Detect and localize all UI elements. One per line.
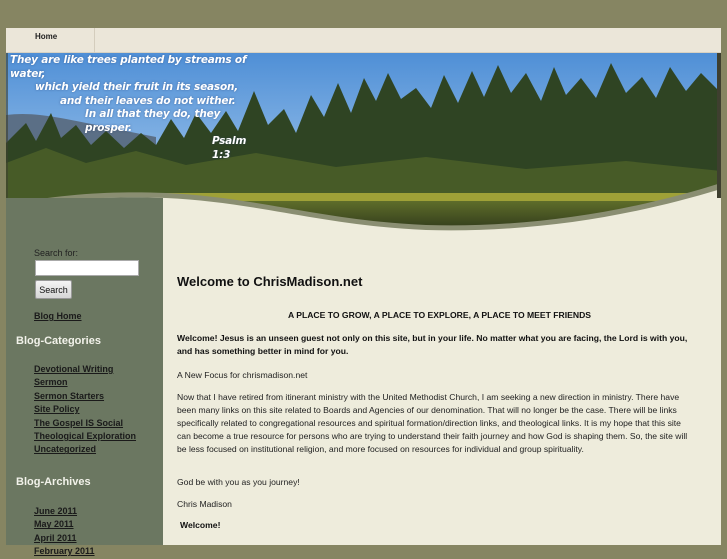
- search-button[interactable]: Search: [35, 280, 72, 299]
- category-link-sermon[interactable]: Sermon: [34, 377, 68, 388]
- category-link-sermon-starters[interactable]: Sermon Starters: [34, 390, 105, 401]
- search-label: Search for:: [34, 248, 79, 258]
- archive-link-june-2011[interactable]: June 2011: [34, 506, 78, 516]
- page-title: Welcome to ChrisMadison.net: [177, 274, 363, 289]
- tagline: A PLACE TO GROW, A PLACE TO EXPLORE, A PLACE TO MEET FRIENDS: [287, 310, 592, 320]
- nav-item-home[interactable]: Home: [6, 28, 95, 53]
- archives-list: [34, 501, 95, 555]
- category-link-site-policy[interactable]: Site Policy: [34, 404, 80, 415]
- focus-heading: A New Focus for chrismadison.net: [177, 370, 308, 380]
- closing-welcome: Welcome!: [180, 520, 221, 530]
- page-container: [6, 28, 721, 557]
- body-paragraph: Now that I have retired from itinerant ministry with the United Methodist Church, I am seeking a new direction in ministry. There have been many links on this site related to Boards and Agencies of our denomination. That will no longer be the case. There will be links specifically related to congregational resources and spiritual formation/direction links, and theological links. It is my hope that this site can become a true resource for persons who are trying to understand their faith journey and how God is shaping them. So, the site will be less focused on institutional religion, and more focused on resources for individual and group spirituality.: [177, 392, 688, 454]
- archives-heading: Blog-Archives: [16, 476, 91, 488]
- categories-list: [34, 359, 136, 453]
- search-input[interactable]: [35, 260, 139, 276]
- signature: Chris Madison: [177, 499, 232, 509]
- welcome-paragraph: Welcome! Jesus is an unseen guest not only on this site, but in your life. No matter what you are facing, the Lord is with you, and has something better in mind for you.: [177, 333, 688, 356]
- quote-reference: Psalm 1:3: [212, 135, 247, 161]
- top-navigation: [6, 28, 721, 53]
- category-link-theological-exploration[interactable]: Theological Exploration: [34, 430, 137, 441]
- blog-home-link[interactable]: Blog Home: [34, 311, 82, 321]
- category-link-uncategorized[interactable]: Uncategorized: [34, 444, 97, 455]
- categories-heading: Blog-Categories: [16, 335, 101, 347]
- quote-line: and their leaves do not wither.: [60, 94, 236, 107]
- category-link-devotional-writing[interactable]: Devotional Writing: [34, 364, 114, 374]
- blessing-text: God be with you as you journey!: [177, 477, 300, 487]
- scripture-quote: [10, 54, 260, 162]
- archive-link-may-2011[interactable]: May 2011: [34, 519, 74, 530]
- quote-line: which yield their fruit in its season,: [35, 81, 239, 93]
- quote-line: In all that they do, they prosper.: [85, 108, 221, 134]
- main-content: [163, 198, 721, 545]
- quote-line: They are like trees planted by streams of water,: [10, 54, 247, 80]
- archive-link-february-2011[interactable]: February 2011: [34, 546, 95, 557]
- archive-link-april-2011[interactable]: April 2011: [34, 532, 77, 543]
- category-link-gospel-is-social[interactable]: The Gospel IS Social: [34, 417, 124, 428]
- sidebar: [6, 198, 163, 557]
